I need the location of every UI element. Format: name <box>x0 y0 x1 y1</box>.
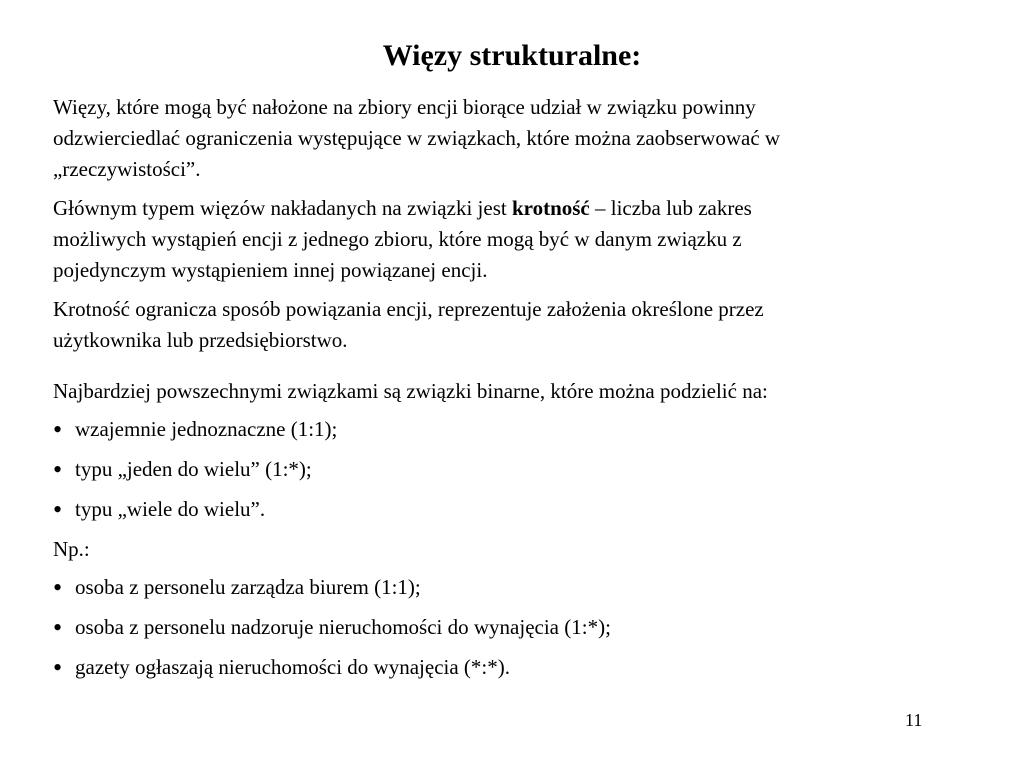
text-fragment: Głównym typem więzów nakładanych na związki jest <box>53 196 512 220</box>
bold-term-krotnosc: krotność <box>511 196 590 220</box>
text-line: użytkownika lub przedsiębiorstwo. <box>53 328 348 352</box>
text-line: odzwierciedlać ograniczenia występujące w związkach, które można zaobserwować w <box>53 126 781 150</box>
list-item-text: typu „jeden do wielu” (1:*); <box>75 457 312 481</box>
text-line: możliwych wystąpień encji z jednego zbioru, które mogą być w danym związku z <box>53 227 742 251</box>
paragraph-constraints <box>53 92 953 185</box>
slide-title: Więzy strukturalne: <box>382 39 642 72</box>
bullet-icon: • <box>53 613 63 642</box>
text-line: Najbardziej powszechnymi związkami są związki binarne, które można podzielić na: <box>53 379 768 403</box>
list-item <box>53 494 953 525</box>
list-item <box>53 454 953 485</box>
bullet-icon: • <box>53 653 63 682</box>
page-number: 11 <box>905 710 923 730</box>
bullet-icon: • <box>53 573 63 602</box>
list-item-text: osoba z personelu nadzoruje nieruchomości do wynajęcia (1:*); <box>75 615 611 639</box>
bullet-icon: • <box>53 495 63 524</box>
list-item <box>53 652 953 683</box>
paragraph-binary-relationships <box>53 376 953 683</box>
examples-label: Np.: <box>53 537 90 561</box>
text-line <box>53 193 953 224</box>
bullet-icon: • <box>53 415 63 444</box>
text-line: pojedynczym wystąpieniem innej powiązanej encji. <box>53 258 488 282</box>
text-line: „rzeczywistości”. <box>53 157 201 181</box>
list-item-text: osoba z personelu zarządza biurem (1:1); <box>75 575 421 599</box>
list-item-text: wzajemnie jednoznaczne (1:1); <box>75 417 338 441</box>
text-line: Więzy, które mogą być nałożone na zbiory encji biorące udział w związku powinny <box>53 95 756 119</box>
bullet-icon: • <box>53 455 63 484</box>
paragraph-multiplicity <box>53 193 953 286</box>
list-item-text: gazety ogłaszają nieruchomości do wynajęcia (*:*). <box>75 655 510 679</box>
list-item-text: typu „wiele do wielu”. <box>75 497 266 521</box>
list-item <box>53 414 953 445</box>
paragraph-multiplicity-limits <box>53 294 953 356</box>
list-item <box>53 572 953 603</box>
list-item <box>53 612 953 643</box>
text-line: Krotność ogranicza sposób powiązania encji, reprezentuje założenia określone przez <box>53 297 764 321</box>
text-fragment: – liczba lub zakres <box>589 196 752 220</box>
slide-body <box>53 92 953 683</box>
